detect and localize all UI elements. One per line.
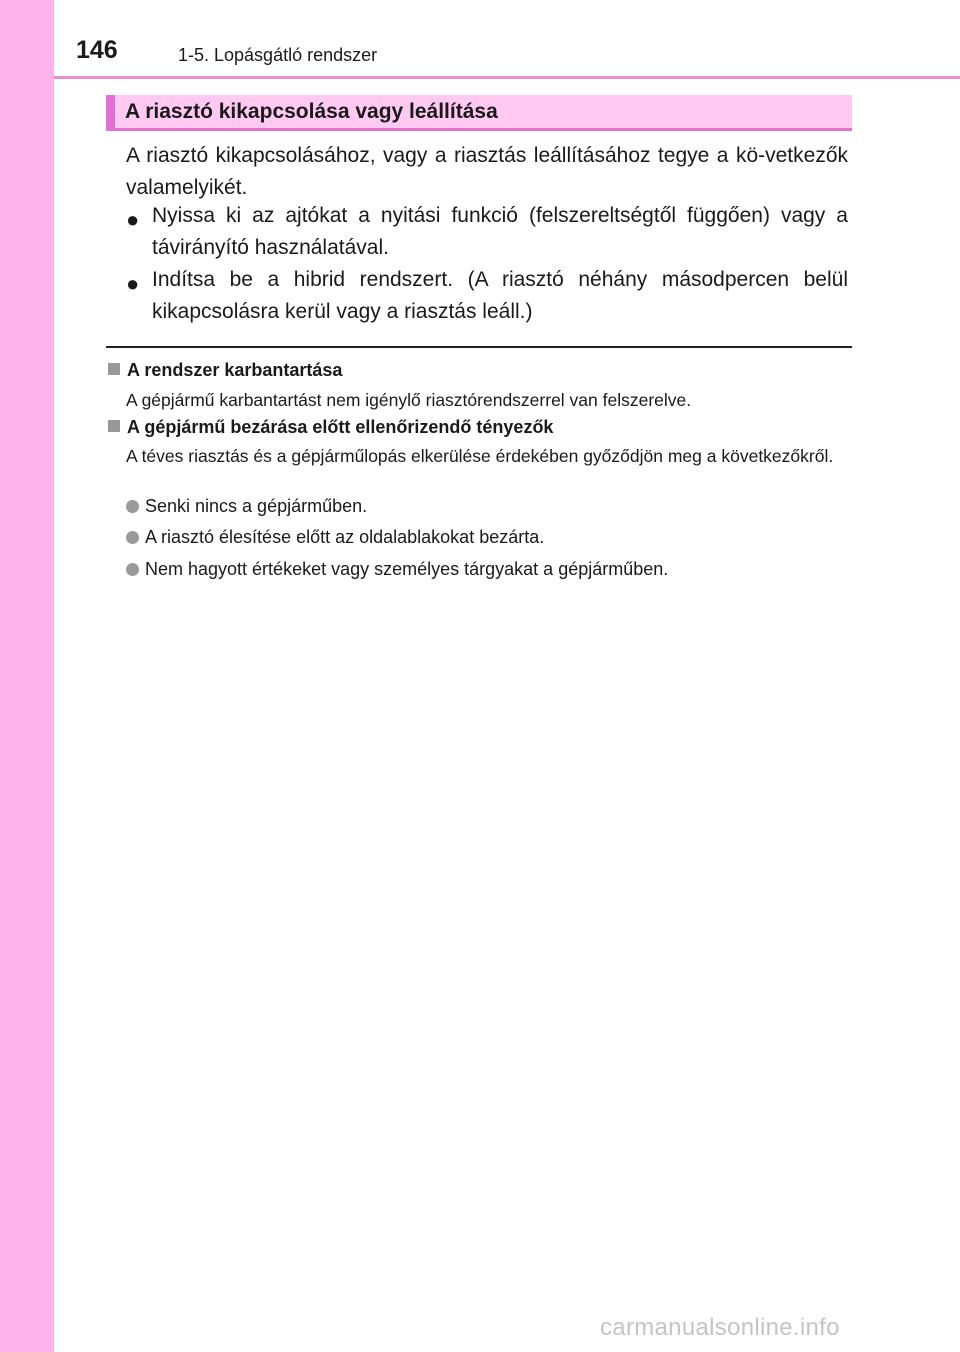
note-heading xyxy=(108,358,342,382)
bullet-dot-icon: ● xyxy=(126,271,140,296)
intro-paragraph: A riasztó kikapcsolásához, vagy a riasztás leállításához tegye a kö-vetkezők valamelyikét. xyxy=(126,144,848,199)
header-rule xyxy=(54,76,960,79)
square-bullet-icon xyxy=(108,420,120,432)
note-heading-text: A gépjármű bezárása előtt ellenőrizendő tényezők xyxy=(127,417,554,437)
section-divider xyxy=(106,346,852,348)
square-bullet-icon xyxy=(108,363,120,375)
list-item xyxy=(126,494,846,518)
list-item-text: A riasztó élesítése előtt az oldalablakokat bezárta. xyxy=(145,527,545,547)
list-item-text: Nem hagyott értékeket vagy személyes tárgyakat a gépjárműben. xyxy=(145,559,669,579)
list-item-text: Senki nincs a gépjárműben. xyxy=(145,496,368,516)
bullet-dot-icon: ● xyxy=(126,207,140,232)
page-number: 146 xyxy=(76,36,118,64)
list-item xyxy=(126,557,846,581)
bullet-text: Indítsa be a hibrid rendszert. (A riasztó néhány másodpercen belül kikapcsolásra kerül vagy a riasztás leáll.) xyxy=(152,268,848,323)
list-item xyxy=(126,525,846,549)
gray-dot-icon xyxy=(126,531,139,544)
bullet-item xyxy=(126,200,848,264)
watermark-link[interactable]: carmanualsonline.info xyxy=(600,1314,840,1341)
gray-dot-icon xyxy=(126,563,139,576)
note-text: A gépjármű karbantartást nem igénylő riasztórendszerrel van felszerelve. xyxy=(126,390,692,410)
bullet-item xyxy=(126,264,848,328)
bullet-text: Nyissa ki az ajtókat a nyitási funkció (felszereltségtől függően) vagy a távirányító használatával. xyxy=(152,204,848,259)
side-color-strip xyxy=(0,0,54,1352)
note-text: A téves riasztás és a gépjárműlopás elkerülése érdekében győződjön meg a következőkről. xyxy=(126,446,834,466)
note-heading xyxy=(108,415,553,439)
chapter-title: 1-5. Lopásgátló rendszer xyxy=(178,45,378,65)
gray-dot-icon xyxy=(126,500,139,513)
note-heading-text: A rendszer karbantartása xyxy=(127,360,343,380)
section-heading: A riasztó kikapcsolása vagy leállítása xyxy=(106,95,852,131)
